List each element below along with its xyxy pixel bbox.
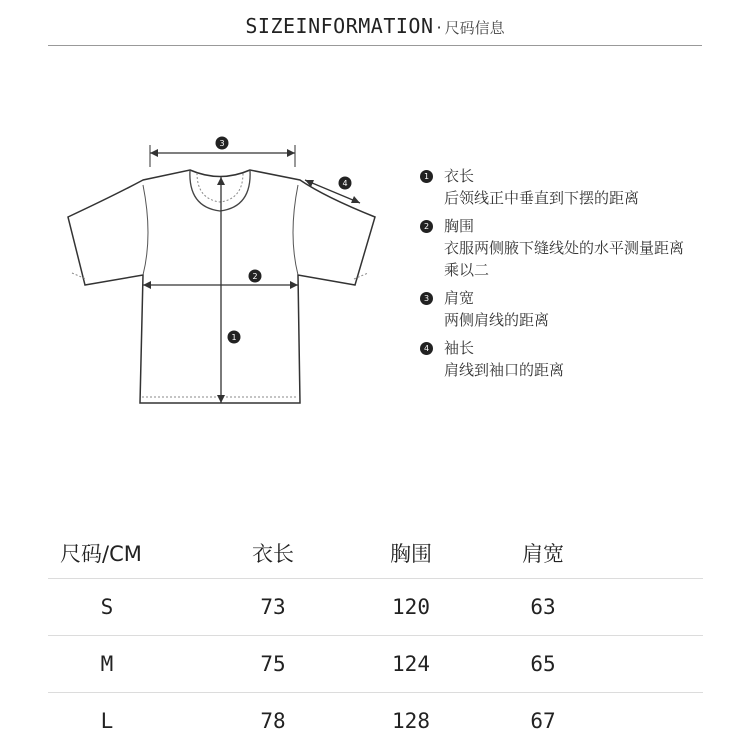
legend-description: 肩线到袖口的距离 [444,361,565,379]
title-separator: · [436,18,442,37]
header-shoulder: 肩宽 [522,542,564,566]
table-header [48,528,703,579]
header-size: 尺码/CM [60,542,142,566]
table-row [48,693,703,749]
legend-title: 胸围 [444,217,475,235]
legend-title: 衣长 [444,167,475,185]
legend-number: 4 [420,342,433,355]
legend-title: 肩宽 [444,289,475,307]
cell-shoulder: 65 [530,652,556,676]
cell-length: 78 [260,709,286,733]
measurement-legend [420,165,730,387]
legend-title: 袖长 [444,339,475,357]
legend-description: 乘以二 [444,261,490,279]
legend-description: 后领线正中垂直到下摆的距离 [444,189,640,207]
cell-shoulder: 67 [530,709,556,733]
cell-chest: 128 [392,709,430,733]
legend-item-sleeve [420,337,730,381]
legend-number: 3 [420,292,433,305]
header-chest: 胸围 [390,542,432,566]
table-row [48,579,703,636]
title-divider [48,45,702,46]
tshirt-illustration [55,125,395,425]
cell-length: 73 [260,595,286,619]
title-english: SIZEINFORMATION [245,14,434,38]
legend-item-chest [420,215,730,281]
title-chinese: 尺码信息 [444,19,505,37]
legend-description: 两侧肩线的距离 [444,311,550,329]
cell-size: S [100,595,114,619]
cell-shoulder: 63 [530,595,556,619]
legend-item-shoulder [420,287,730,331]
legend-number: 1 [420,170,433,183]
cell-length: 75 [260,652,286,676]
marker-3: 3 [219,139,225,148]
legend-item-length [420,165,730,209]
legend-description: 衣服两侧腋下缝线处的水平测量距离 [444,239,685,257]
cell-chest: 124 [392,652,430,676]
page-title [0,14,750,38]
size-table [48,528,703,749]
marker-2: 2 [252,272,258,281]
marker-1: 1 [231,333,237,342]
legend-number: 2 [420,220,433,233]
table-row [48,636,703,693]
cell-chest: 120 [392,595,430,619]
tshirt-diagram [55,125,395,425]
cell-size: L [100,709,114,733]
marker-4: 4 [342,179,348,188]
cell-size: M [100,652,114,676]
header-length: 衣长 [252,542,294,566]
